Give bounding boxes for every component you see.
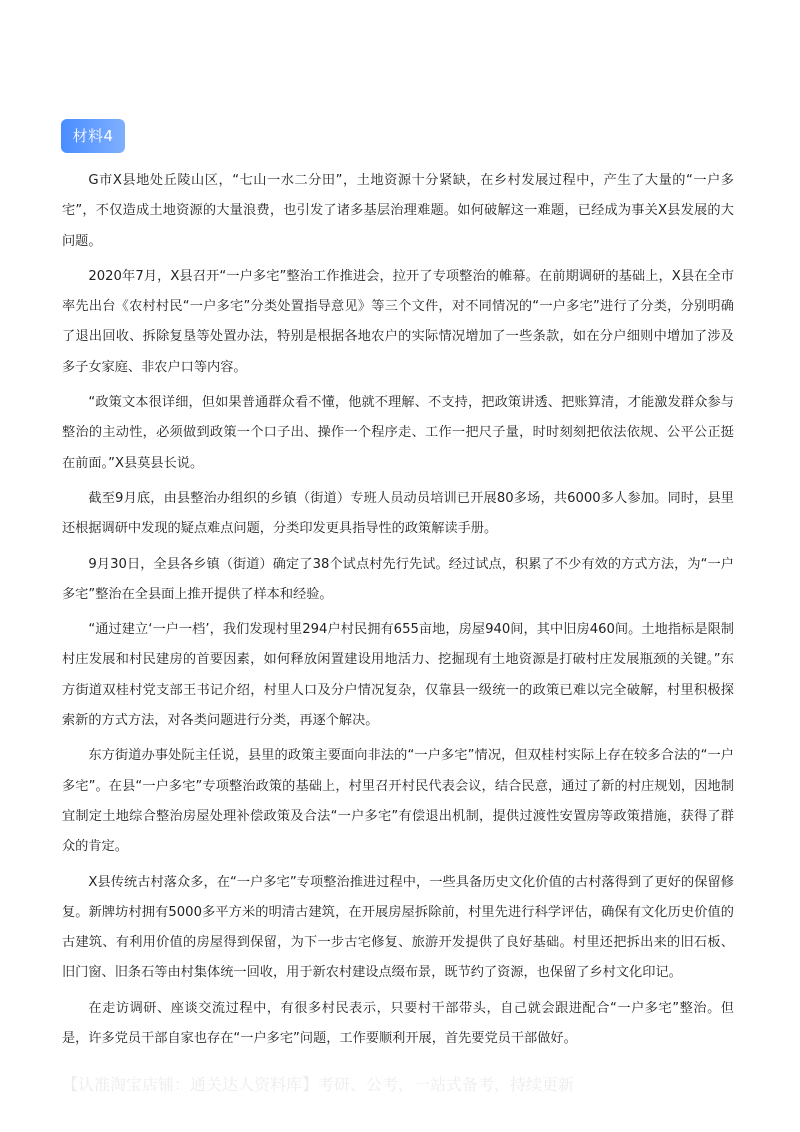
paragraph-9: 在走访调研、座谈交流过程中，有很多村民表示，只要村干部带头，自己就会跟进配合“一户多宅”整治。但是，许多党员干部自家也存在“一户多宅”问题，工作要顺利开展，首先要党员干部做好。 bbox=[62, 1000, 734, 1047]
paragraph-6: “通过建立‘一户一档’，我们发现村里294户村民拥有655亩地，房屋940间，其中旧房460间。土地指标是限制村庄发展和村民建房的首要因素，如何释放闲置建设用地活力、挖掘现有土地资源是打破村庄发展瓶颈的关键。”东方街道双桂村党支部王书记介绍，村里人口及分户情况复杂，仅靠县一级统一的政策已难以完全破解，村里积极探索新的方式方法，对各类问题进行分类，再逐个解决。 bbox=[62, 622, 734, 729]
paragraph-3: “政策文本很详细，但如果普通群众看不懂，他就不理解、不支持，把政策讲透、把账算清，才能激发群众参与整治的主动性，必须做到政策一个口子出、操作一个程序走、工作一把尺子量，时时刻刻把依法依规、公平公正挺在前面。”X县莫县长说。 bbox=[62, 395, 734, 471]
paragraph-7: 东方街道办事处阮主任说，县里的政策主要面向非法的“一户多宅”情况，但双桂村实际上存在较多合法的“一户多宅”。在县“一户多宅”专项整治政策的基础上，村里召开村民代表会议，结合民意，通过了新的村庄规划，因地制宜制定土地综合整治房屋处理补偿政策及合法“一户多宅”有偿退出机制，提供过渡性安置房等政策措施，获得了群众的肯定。 bbox=[62, 748, 734, 855]
material-label-badge: 材料4 bbox=[61, 119, 125, 153]
paragraph-8: X县传统古村落众多，在“一户多宅”专项整治推进过程中，一些具备历史文化价值的古村落得到了更好的保留修复。新牌坊村拥有5000多平方米的明清古建筑，在开展房屋拆除前，村里先进行科学评估，确保有文化历史价值的古建筑、有利用价值的房屋得到保留，为下一步古宅修复、旅游开发提供了良好基础。村里还把拆出来的旧石板、旧门窗、旧条石等由村集体统一回收，用于新农村建设点缀布景，既节约了资源，也保留了乡村文化印记。 bbox=[62, 874, 734, 981]
paragraph-4: 截至9月底，由县整治办组织的乡镇（街道）专班人员动员培训已开展80多场，共6000多人参加。同时，县里还根据调研中发现的疑点难点问题，分类印发更具指导性的政策解读手册。 bbox=[62, 490, 734, 537]
paragraph-5: 9月30日，全县各乡镇（街道）确定了38个试点村先行先试。经过试点，积累了不少有效的方式方法，为“一户多宅”整治在全县面上推开提供了样本和经验。 bbox=[62, 556, 734, 602]
article-body bbox=[62, 166, 734, 1059]
paragraph-2: 2020年7月，X县召开“一户多宅”整治工作推进会，拉开了专项整治的帷幕。在前期调研的基础上，X县在全市率先出台《农村村民“一户多宅”分类处置指导意见》等三个文件，对不同情况的“一户多宅”进行了分类，分别明确了退出回收、拆除复垦等处置办法，特别是根据各地农户的实际情况增加了一些条款，如在分户细则中增加了涉及多子女家庭、非农户口等内容。 bbox=[62, 268, 734, 375]
paragraph-1: G市X县地处丘陵山区，“七山一水二分田”，土地资源十分紧缺，在乡村发展过程中，产生了大量的“一户多宅”，不仅造成土地资源的大量浪费，也引发了诸多基层治理难题。如何破解这一难题，已经成为事关X县发展的大问题。 bbox=[62, 173, 734, 249]
footer-watermark: 【认准淘宝店铺：通关达人资料库】考研、公考，一站式备考，持续更新 bbox=[62, 1075, 575, 1094]
